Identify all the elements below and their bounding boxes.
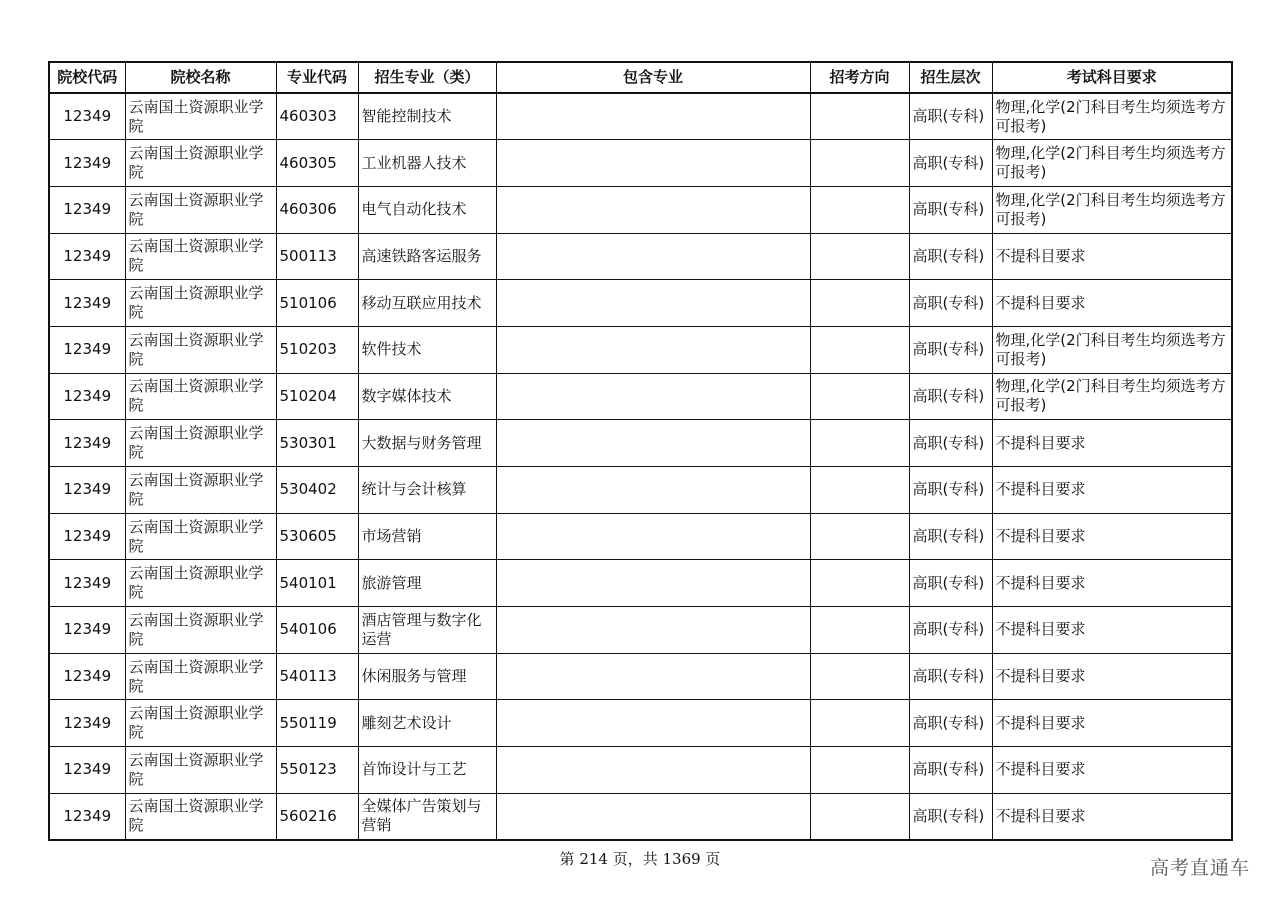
cell-major-code: 530301 — [276, 420, 358, 467]
cell-requirement: 不提科目要求 — [992, 607, 1232, 654]
table-row — [49, 280, 1232, 327]
cell-direction — [810, 93, 909, 140]
cell-school-name: 云南国土资源职业学院 — [125, 700, 276, 747]
cell-major-code: 530605 — [276, 513, 358, 560]
table-row — [49, 700, 1232, 747]
cell-requirement: 不提科目要求 — [992, 420, 1232, 467]
cell-school-name: 云南国土资源职业学院 — [125, 93, 276, 140]
cell-requirement: 不提科目要求 — [992, 513, 1232, 560]
cell-school-code: 12349 — [49, 653, 125, 700]
cell-school-name: 云南国土资源职业学院 — [125, 513, 276, 560]
cell-major-code: 460306 — [276, 186, 358, 233]
cell-major-code: 530402 — [276, 467, 358, 514]
cell-included — [496, 513, 810, 560]
cell-requirement: 不提科目要求 — [992, 280, 1232, 327]
cell-school-name: 云南国土资源职业学院 — [125, 653, 276, 700]
cell-requirement: 不提科目要求 — [992, 560, 1232, 607]
cell-requirement: 不提科目要求 — [992, 653, 1232, 700]
cell-school-name: 云南国土资源职业学院 — [125, 186, 276, 233]
cell-major: 软件技术 — [358, 326, 496, 373]
cell-major-code: 500113 — [276, 233, 358, 280]
cell-school-code: 12349 — [49, 467, 125, 514]
table-row — [49, 467, 1232, 514]
cell-included — [496, 607, 810, 654]
cell-direction — [810, 513, 909, 560]
cell-requirement: 不提科目要求 — [992, 467, 1232, 514]
cell-level: 高职(专科) — [909, 607, 992, 654]
cell-major: 雕刻艺术设计 — [358, 700, 496, 747]
header-major: 招生专业（类） — [358, 62, 496, 93]
cell-level: 高职(专科) — [909, 140, 992, 187]
cell-included — [496, 420, 810, 467]
header-major-code: 专业代码 — [276, 62, 358, 93]
cell-level: 高职(专科) — [909, 373, 992, 420]
cell-major: 电气自动化技术 — [358, 186, 496, 233]
table-row — [49, 513, 1232, 560]
cell-requirement: 物理,化学(2门科目考生均须选考方可报考) — [992, 140, 1232, 187]
cell-level: 高职(专科) — [909, 653, 992, 700]
cell-school-name: 云南国土资源职业学院 — [125, 560, 276, 607]
cell-direction — [810, 233, 909, 280]
cell-school-code: 12349 — [49, 560, 125, 607]
table-row — [49, 607, 1232, 654]
cell-school-name: 云南国土资源职业学院 — [125, 373, 276, 420]
cell-requirement: 不提科目要求 — [992, 793, 1232, 840]
cell-major: 移动互联应用技术 — [358, 280, 496, 327]
cell-included — [496, 93, 810, 140]
header-direction: 招考方向 — [810, 62, 909, 93]
cell-direction — [810, 793, 909, 840]
header-level: 招生层次 — [909, 62, 992, 93]
cell-major-code: 540113 — [276, 653, 358, 700]
cell-direction — [810, 467, 909, 514]
header-school-code: 院校代码 — [49, 62, 125, 93]
cell-school-name: 云南国土资源职业学院 — [125, 747, 276, 794]
cell-major: 大数据与财务管理 — [358, 420, 496, 467]
cell-direction — [810, 747, 909, 794]
cell-requirement: 不提科目要求 — [992, 700, 1232, 747]
cell-direction — [810, 186, 909, 233]
header-requirement: 考试科目要求 — [992, 62, 1232, 93]
cell-major: 高速铁路客运服务 — [358, 233, 496, 280]
cell-requirement: 物理,化学(2门科目考生均须选考方可报考) — [992, 326, 1232, 373]
cell-school-name: 云南国土资源职业学院 — [125, 280, 276, 327]
cell-major: 智能控制技术 — [358, 93, 496, 140]
cell-included — [496, 793, 810, 840]
cell-major: 工业机器人技术 — [358, 140, 496, 187]
cell-direction — [810, 326, 909, 373]
cell-included — [496, 467, 810, 514]
header-school-name: 院校名称 — [125, 62, 276, 93]
table-header-row — [49, 62, 1232, 93]
cell-direction — [810, 280, 909, 327]
cell-school-name: 云南国土资源职业学院 — [125, 326, 276, 373]
cell-major: 休闲服务与管理 — [358, 653, 496, 700]
cell-included — [496, 700, 810, 747]
cell-requirement: 物理,化学(2门科目考生均须选考方可报考) — [992, 186, 1232, 233]
table-row — [49, 93, 1232, 140]
cell-level: 高职(专科) — [909, 700, 992, 747]
table-row — [49, 653, 1232, 700]
cell-level: 高职(专科) — [909, 280, 992, 327]
cell-requirement: 物理,化学(2门科目考生均须选考方可报考) — [992, 93, 1232, 140]
cell-included — [496, 140, 810, 187]
cell-direction — [810, 373, 909, 420]
cell-requirement: 不提科目要求 — [992, 747, 1232, 794]
table-row — [49, 747, 1232, 794]
cell-major-code: 540101 — [276, 560, 358, 607]
cell-school-name: 云南国土资源职业学院 — [125, 467, 276, 514]
cell-school-code: 12349 — [49, 700, 125, 747]
cell-school-code: 12349 — [49, 607, 125, 654]
cell-direction — [810, 420, 909, 467]
cell-major: 酒店管理与数字化运营 — [358, 607, 496, 654]
cell-school-name: 云南国土资源职业学院 — [125, 420, 276, 467]
cell-requirement: 不提科目要求 — [992, 233, 1232, 280]
cell-level: 高职(专科) — [909, 467, 992, 514]
cell-major-code: 510204 — [276, 373, 358, 420]
cell-major: 数字媒体技术 — [358, 373, 496, 420]
cell-major-code: 460305 — [276, 140, 358, 187]
cell-school-code: 12349 — [49, 373, 125, 420]
cell-direction — [810, 560, 909, 607]
cell-major: 旅游管理 — [358, 560, 496, 607]
cell-level: 高职(专科) — [909, 747, 992, 794]
cell-school-name: 云南国土资源职业学院 — [125, 607, 276, 654]
cell-level: 高职(专科) — [909, 326, 992, 373]
cell-included — [496, 233, 810, 280]
cell-school-name: 云南国土资源职业学院 — [125, 793, 276, 840]
watermark: 高考直通车 — [1149, 857, 1250, 879]
cell-included — [496, 653, 810, 700]
cell-included — [496, 280, 810, 327]
cell-school-code: 12349 — [49, 513, 125, 560]
table-row — [49, 373, 1232, 420]
table-row — [49, 186, 1232, 233]
table-row — [49, 326, 1232, 373]
cell-major-code: 550123 — [276, 747, 358, 794]
cell-included — [496, 373, 810, 420]
cell-school-code: 12349 — [49, 793, 125, 840]
cell-level: 高职(专科) — [909, 93, 992, 140]
cell-level: 高职(专科) — [909, 186, 992, 233]
cell-direction — [810, 653, 909, 700]
cell-requirement: 物理,化学(2门科目考生均须选考方可报考) — [992, 373, 1232, 420]
cell-major: 市场营销 — [358, 513, 496, 560]
cell-major-code: 550119 — [276, 700, 358, 747]
cell-level: 高职(专科) — [909, 420, 992, 467]
table-row — [49, 140, 1232, 187]
cell-major-code: 510203 — [276, 326, 358, 373]
cell-major-code: 560216 — [276, 793, 358, 840]
cell-school-code: 12349 — [49, 747, 125, 794]
cell-included — [496, 326, 810, 373]
cell-school-code: 12349 — [49, 326, 125, 373]
table-row — [49, 560, 1232, 607]
cell-direction — [810, 140, 909, 187]
cell-level: 高职(专科) — [909, 513, 992, 560]
cell-school-code: 12349 — [49, 233, 125, 280]
cell-major: 全媒体广告策划与营销 — [358, 793, 496, 840]
cell-direction — [810, 607, 909, 654]
cell-school-code: 12349 — [49, 140, 125, 187]
header-included: 包含专业 — [496, 62, 810, 93]
table-row — [49, 420, 1232, 467]
cell-major-code: 540106 — [276, 607, 358, 654]
cell-school-code: 12349 — [49, 93, 125, 140]
cell-level: 高职(专科) — [909, 233, 992, 280]
cell-included — [496, 747, 810, 794]
cell-major-code: 460303 — [276, 93, 358, 140]
cell-school-code: 12349 — [49, 186, 125, 233]
cell-included — [496, 186, 810, 233]
table-row — [49, 793, 1232, 840]
cell-major: 统计与会计核算 — [358, 467, 496, 514]
cell-major-code: 510106 — [276, 280, 358, 327]
cell-school-code: 12349 — [49, 420, 125, 467]
cell-school-code: 12349 — [49, 280, 125, 327]
page-number: 第 214 页，共 1369 页 — [559, 850, 721, 868]
cell-major: 首饰设计与工艺 — [358, 747, 496, 794]
table-row — [49, 233, 1232, 280]
cell-level: 高职(专科) — [909, 560, 992, 607]
cell-school-name: 云南国土资源职业学院 — [125, 140, 276, 187]
cell-level: 高职(专科) — [909, 793, 992, 840]
enrollment-table — [48, 61, 1233, 841]
cell-school-name: 云南国土资源职业学院 — [125, 233, 276, 280]
cell-direction — [810, 700, 909, 747]
cell-included — [496, 560, 810, 607]
